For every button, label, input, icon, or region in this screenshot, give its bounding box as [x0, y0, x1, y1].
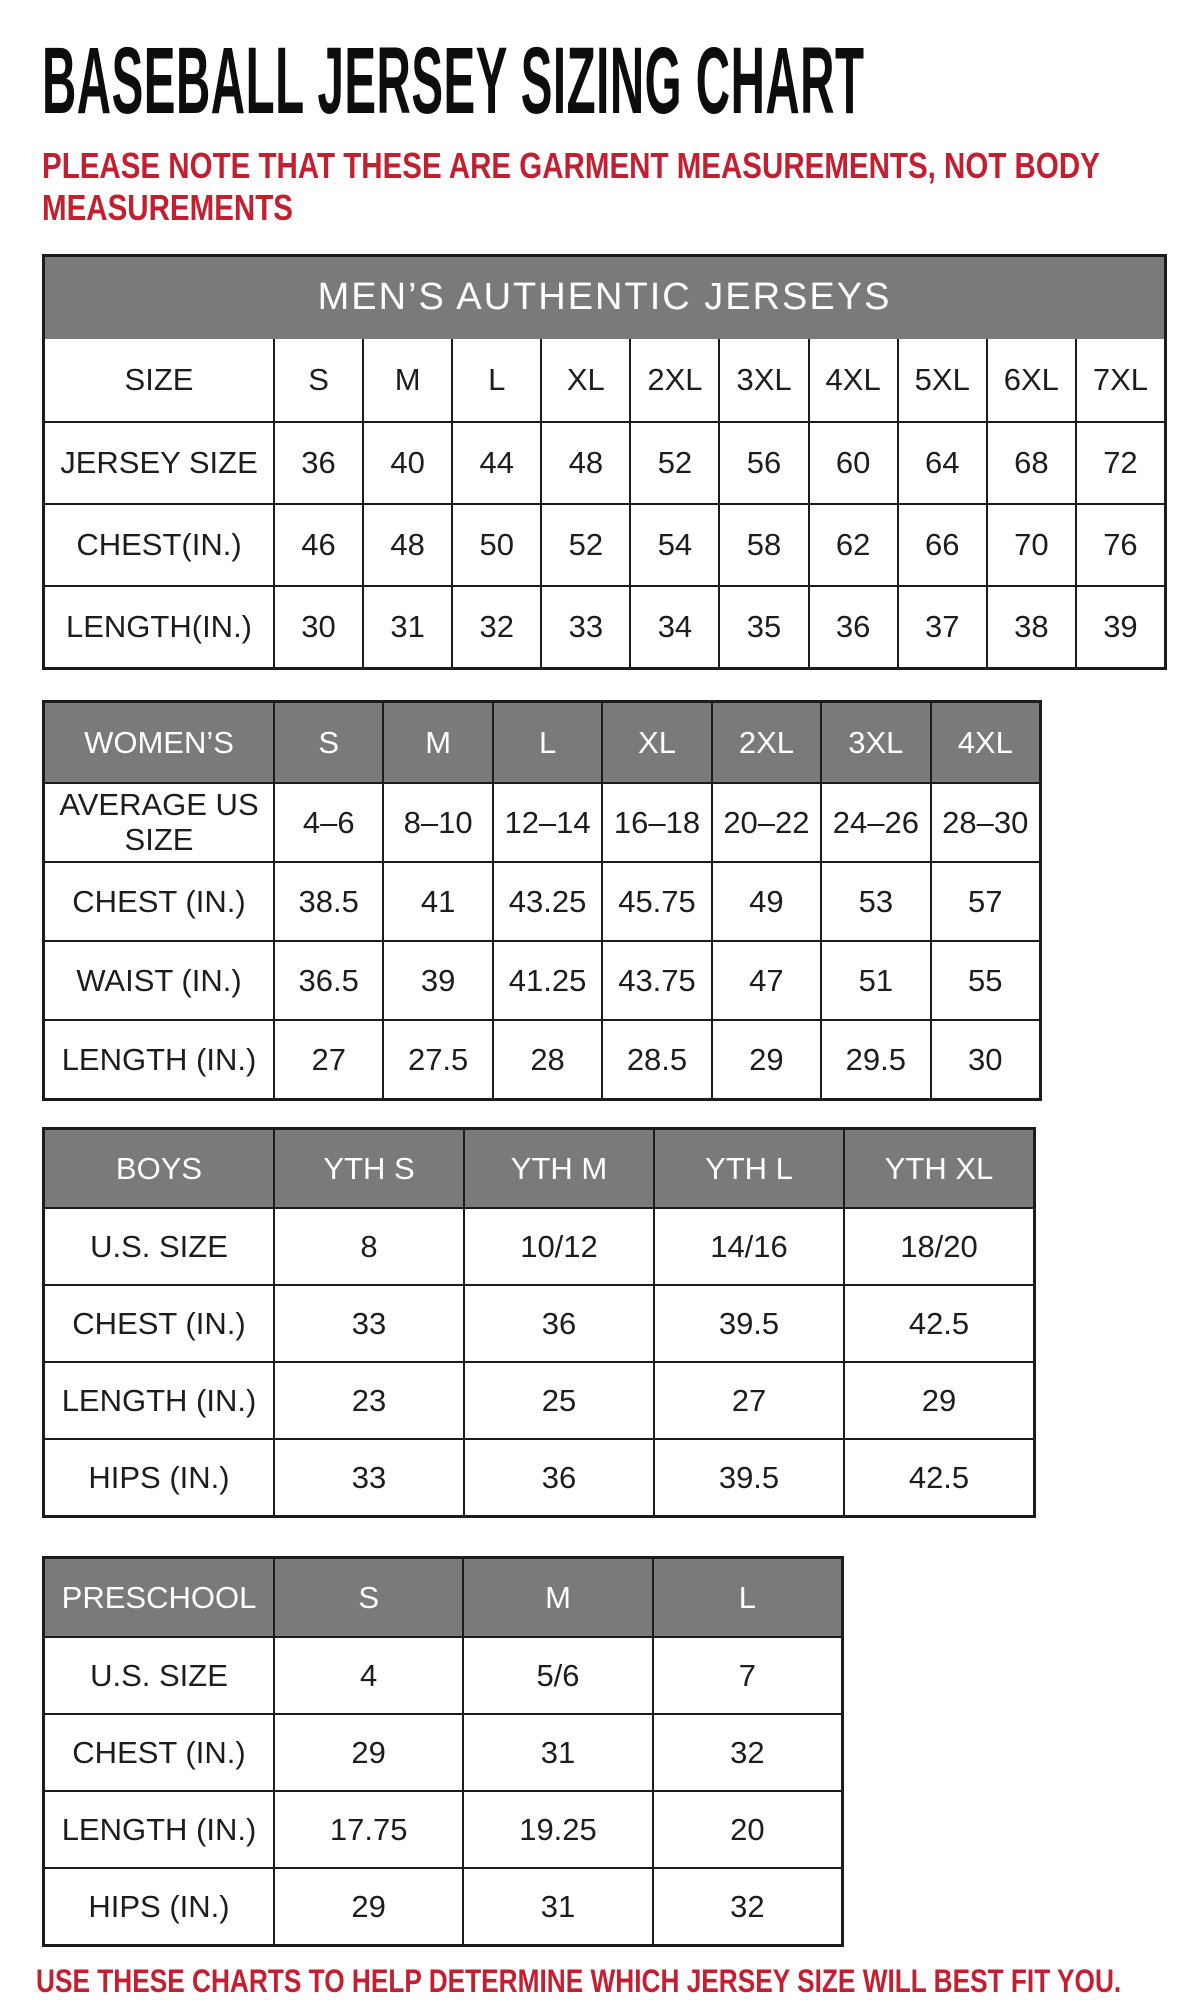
table-row	[45, 1713, 841, 1790]
value-cell: 12–14	[492, 784, 601, 861]
value-cell: 33	[273, 1286, 463, 1361]
value-cell: 5/6	[462, 1638, 651, 1713]
value-cell: 28.5	[601, 1021, 710, 1098]
value-cell: 31	[462, 1715, 651, 1790]
table-row	[45, 1284, 1033, 1361]
row-label-cell: SIZE	[45, 339, 273, 421]
value-cell: 64	[897, 423, 986, 503]
table-row	[45, 1207, 1033, 1284]
column-header-cell: L	[492, 703, 601, 782]
boys-jerseys-table	[42, 1127, 1036, 1518]
table-header-label-cell: PRESCHOOL	[45, 1559, 273, 1636]
column-header-cell: YTH L	[653, 1130, 843, 1207]
column-header-cell: L	[652, 1559, 841, 1636]
value-cell: 70	[986, 505, 1075, 585]
row-label-cell: LENGTH(IN.)	[45, 587, 273, 667]
mens-authentic-jerseys-table	[42, 254, 1167, 670]
value-cell: 31	[362, 587, 451, 667]
row-label-cell: WAIST (IN.)	[45, 942, 273, 1019]
value-cell: 29	[273, 1869, 462, 1944]
value-cell: 7	[652, 1638, 841, 1713]
value-cell: 34	[629, 587, 718, 667]
row-label-cell: CHEST (IN.)	[45, 1715, 273, 1790]
value-cell: 18/20	[843, 1209, 1033, 1284]
table-header-row	[45, 1130, 1033, 1207]
value-cell: 31	[462, 1869, 651, 1944]
table-header-row	[45, 703, 1039, 782]
value-cell: 17.75	[273, 1792, 462, 1867]
table-row	[45, 1790, 841, 1867]
preschool-table-rows	[45, 1559, 841, 1944]
column-header-cell: 2XL	[711, 703, 820, 782]
value-cell: 58	[718, 505, 807, 585]
value-cell: 39	[382, 942, 491, 1019]
row-label-cell: JERSEY SIZE	[45, 423, 273, 503]
womens-table-rows	[45, 703, 1039, 1098]
table-row	[45, 503, 1164, 585]
value-cell: 37	[897, 587, 986, 667]
value-cell: 27.5	[382, 1021, 491, 1098]
value-cell: 19.25	[462, 1792, 651, 1867]
value-cell: 38	[986, 587, 1075, 667]
value-cell: 54	[629, 505, 718, 585]
womens-jerseys-table	[42, 700, 1042, 1101]
value-cell: 39.5	[653, 1286, 843, 1361]
table-row	[45, 1438, 1033, 1515]
row-label-cell: HIPS (IN.)	[45, 1869, 273, 1944]
value-cell: 23	[273, 1363, 463, 1438]
table-row	[45, 339, 1164, 421]
value-cell: 45.75	[601, 863, 710, 940]
row-label-cell: HIPS (IN.)	[45, 1440, 273, 1515]
value-cell: 36.5	[273, 942, 382, 1019]
row-label-cell: U.S. SIZE	[45, 1638, 273, 1713]
mens-table-rows	[45, 339, 1164, 667]
footer-note: USE THESE CHARTS TO HELP DETERMINE WHICH JERSEY SIZE WILL BEST FIT YOU.	[36, 1962, 1122, 1999]
value-cell: 40	[362, 423, 451, 503]
table-row	[45, 782, 1039, 861]
table-row	[45, 1867, 841, 1944]
value-cell: 4–6	[273, 784, 382, 861]
column-header-cell: M	[462, 1559, 651, 1636]
value-cell: 29	[273, 1715, 462, 1790]
column-header-cell: 4XL	[930, 703, 1039, 782]
value-cell: 7XL	[1075, 339, 1164, 421]
table-row	[45, 421, 1164, 503]
value-cell: 29	[843, 1363, 1033, 1438]
value-cell: M	[362, 339, 451, 421]
value-cell: 4XL	[808, 339, 897, 421]
value-cell: 4	[273, 1638, 462, 1713]
value-cell: S	[273, 339, 362, 421]
preschool-jerseys-table	[42, 1556, 844, 1947]
value-cell: 46	[273, 505, 362, 585]
table-header-label-cell: BOYS	[45, 1130, 273, 1207]
value-cell: 39.5	[653, 1440, 843, 1515]
column-header-cell: S	[273, 703, 382, 782]
column-header-cell: XL	[601, 703, 710, 782]
value-cell: 20–22	[711, 784, 820, 861]
value-cell: 55	[930, 942, 1039, 1019]
row-label-cell: CHEST(IN.)	[45, 505, 273, 585]
value-cell: 66	[897, 505, 986, 585]
value-cell: 76	[1075, 505, 1164, 585]
table-header-label-cell: WOMEN’S	[45, 703, 273, 782]
value-cell: 8	[273, 1209, 463, 1284]
value-cell: 33	[273, 1440, 463, 1515]
row-label-cell: CHEST (IN.)	[45, 1286, 273, 1361]
value-cell: 56	[718, 423, 807, 503]
value-cell: 10/12	[463, 1209, 653, 1284]
column-header-cell: 3XL	[820, 703, 929, 782]
value-cell: 48	[362, 505, 451, 585]
value-cell: XL	[540, 339, 629, 421]
value-cell: 14/16	[653, 1209, 843, 1284]
value-cell: 36	[273, 423, 362, 503]
value-cell: 28	[492, 1021, 601, 1098]
table-header-row	[45, 1559, 841, 1636]
value-cell: 8–10	[382, 784, 491, 861]
table-row	[45, 1019, 1039, 1098]
row-label-cell: LENGTH (IN.)	[45, 1021, 273, 1098]
value-cell: 42.5	[843, 1286, 1033, 1361]
value-cell: 30	[930, 1021, 1039, 1098]
value-cell: 47	[711, 942, 820, 1019]
value-cell: 32	[652, 1869, 841, 1944]
row-label-cell: U.S. SIZE	[45, 1209, 273, 1284]
table-row	[45, 585, 1164, 667]
value-cell: 52	[540, 505, 629, 585]
value-cell: 29	[711, 1021, 820, 1098]
value-cell: 6XL	[986, 339, 1075, 421]
value-cell: 43.25	[492, 863, 601, 940]
value-cell: 49	[711, 863, 820, 940]
value-cell: 39	[1075, 587, 1164, 667]
value-cell: 28–30	[930, 784, 1039, 861]
value-cell: 5XL	[897, 339, 986, 421]
garment-measurement-note: PLEASE NOTE THAT THESE ARE GARMENT MEASUREMENTS, NOT BODY MEASUREMENTS	[42, 145, 1100, 229]
value-cell: 20	[652, 1792, 841, 1867]
value-cell: 62	[808, 505, 897, 585]
mens-table-banner: MEN’S AUTHENTIC JERSEYS	[45, 257, 1164, 339]
column-header-cell: M	[382, 703, 491, 782]
row-label-cell: CHEST (IN.)	[45, 863, 273, 940]
value-cell: 27	[273, 1021, 382, 1098]
table-row	[45, 1361, 1033, 1438]
value-cell: 42.5	[843, 1440, 1033, 1515]
row-label-cell: LENGTH (IN.)	[45, 1792, 273, 1867]
value-cell: 41	[382, 863, 491, 940]
boys-table-rows	[45, 1130, 1033, 1515]
value-cell: 38.5	[273, 863, 382, 940]
value-cell: 50	[451, 505, 540, 585]
value-cell: L	[451, 339, 540, 421]
value-cell: 41.25	[492, 942, 601, 1019]
value-cell: 30	[273, 587, 362, 667]
value-cell: 57	[930, 863, 1039, 940]
value-cell: 27	[653, 1363, 843, 1438]
value-cell: 32	[652, 1715, 841, 1790]
value-cell: 44	[451, 423, 540, 503]
value-cell: 60	[808, 423, 897, 503]
table-row	[45, 940, 1039, 1019]
value-cell: 43.75	[601, 942, 710, 1019]
column-header-cell: S	[273, 1559, 462, 1636]
table-row	[45, 861, 1039, 940]
value-cell: 52	[629, 423, 718, 503]
value-cell: 35	[718, 587, 807, 667]
value-cell: 48	[540, 423, 629, 503]
row-label-cell: LENGTH (IN.)	[45, 1363, 273, 1438]
value-cell: 33	[540, 587, 629, 667]
value-cell: 24–26	[820, 784, 929, 861]
value-cell: 68	[986, 423, 1075, 503]
column-header-cell: YTH XL	[843, 1130, 1033, 1207]
value-cell: 53	[820, 863, 929, 940]
value-cell: 32	[451, 587, 540, 667]
value-cell: 36	[463, 1440, 653, 1515]
row-label-cell: AVERAGE US SIZE	[45, 784, 273, 861]
table-row	[45, 1636, 841, 1713]
column-header-cell: YTH S	[273, 1130, 463, 1207]
value-cell: 72	[1075, 423, 1164, 503]
value-cell: 36	[808, 587, 897, 667]
value-cell: 29.5	[820, 1021, 929, 1098]
value-cell: 36	[463, 1286, 653, 1361]
column-header-cell: YTH M	[463, 1130, 653, 1207]
value-cell: 25	[463, 1363, 653, 1438]
page-title: BASEBALL JERSEY SIZING CHART	[42, 28, 865, 134]
value-cell: 3XL	[718, 339, 807, 421]
value-cell: 51	[820, 942, 929, 1019]
value-cell: 2XL	[629, 339, 718, 421]
value-cell: 16–18	[601, 784, 710, 861]
